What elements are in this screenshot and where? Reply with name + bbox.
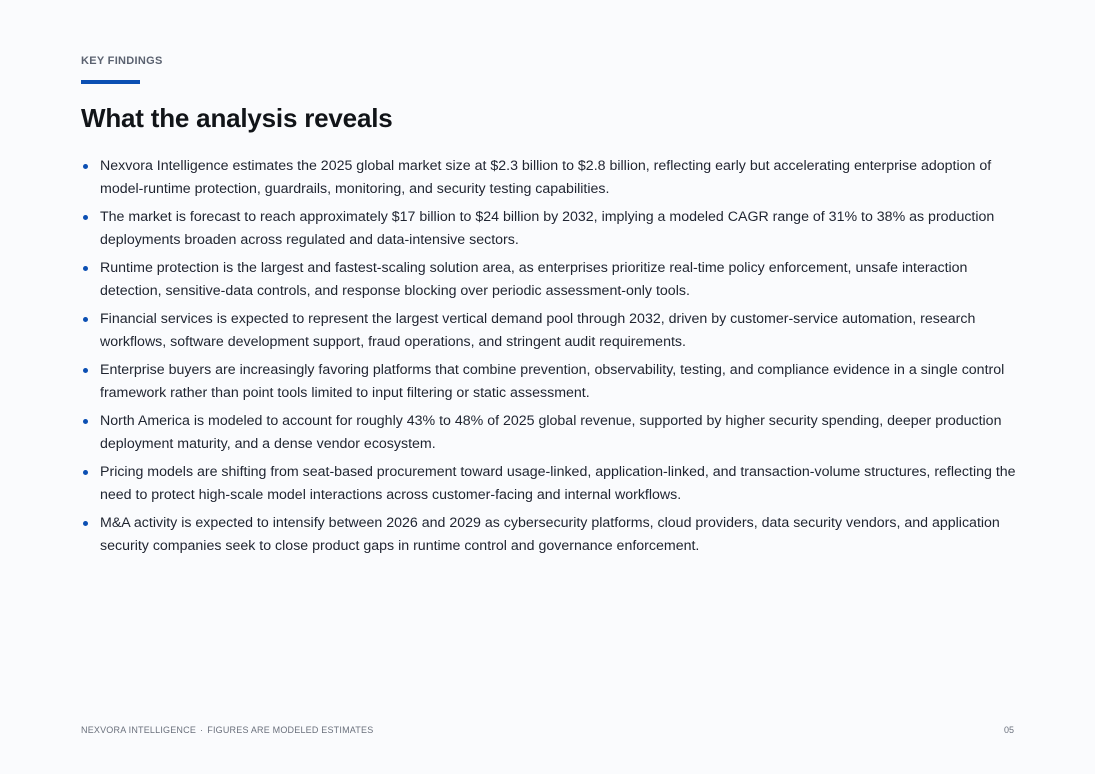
bullet-icon — [83, 215, 88, 220]
finding-text: The market is forecast to reach approximately $17 billion to $24 billion by 2032, implying a modeled CAGR range of 31% to 38% as production deployments broaden across regulated and data-intensive sectors. — [100, 209, 995, 248]
bullet-icon — [83, 419, 88, 424]
bullet-icon — [83, 266, 88, 271]
page-number: 05 — [1003, 725, 1014, 735]
accent-bar — [81, 80, 140, 84]
footer-separator: · — [200, 725, 204, 735]
finding-item — [81, 155, 1016, 200]
bullet-icon — [83, 164, 88, 169]
finding-item — [81, 410, 1016, 455]
finding-item — [81, 461, 1016, 506]
bullet-icon — [83, 368, 88, 373]
finding-text: Financial services is expected to represent the largest vertical demand pool through 2032, driven by customer-service automation, research workflows, software development support, fraud operations, and stringent audit requirements. — [100, 311, 976, 350]
footer-note: FIGURES ARE MODELED ESTIMATES — [207, 725, 374, 735]
finding-text: M&A activity is expected to intensify between 2026 and 2029 as cybersecurity platforms, cloud providers, data security vendors, and application security companies seek to close product gaps in runtime control and governance enforcement. — [100, 515, 1000, 554]
footer-brand: NEXVORA INTELLIGENCE — [81, 725, 197, 735]
finding-text: North America is modeled to account for roughly 43% to 48% of 2025 global revenue, supported by higher security spending, deeper production deployment maturity, and a dense vendor ecosystem. — [100, 413, 1002, 452]
finding-item — [81, 359, 1016, 404]
section-eyebrow: KEY FINDINGS — [81, 55, 163, 67]
finding-item — [81, 206, 1016, 251]
footer-source — [81, 725, 373, 735]
page-title: What the analysis reveals — [81, 103, 393, 133]
finding-text: Enterprise buyers are increasingly favoring platforms that combine prevention, observability, testing, and compliance evidence in a single control framework rather than point tools limited to input filtering or static assessment. — [100, 362, 1005, 401]
finding-item — [81, 257, 1016, 302]
bullet-icon — [83, 317, 88, 322]
findings-list — [81, 155, 1016, 563]
bullet-icon — [83, 521, 88, 526]
finding-text: Runtime protection is the largest and fastest-scaling solution area, as enterprises prioritize real-time policy enforcement, unsafe interaction detection, sensitive-data controls, and response blocking over periodic assessment-only tools. — [100, 260, 968, 299]
finding-item — [81, 512, 1016, 557]
finding-text: Nexvora Intelligence estimates the 2025 global market size at $2.3 billion to $2.8 billion, reflecting early but accelerating enterprise adoption of model-runtime protection, guardrails, monitoring, and security testing capabilities. — [100, 158, 992, 197]
bullet-icon — [83, 470, 88, 475]
finding-item — [81, 308, 1016, 353]
finding-text: Pricing models are shifting from seat-based procurement toward usage-linked, application-linked, and transaction-volume structures, reflecting the need to protect high-scale model interactions across customer-facing and internal workflows. — [100, 464, 1016, 503]
